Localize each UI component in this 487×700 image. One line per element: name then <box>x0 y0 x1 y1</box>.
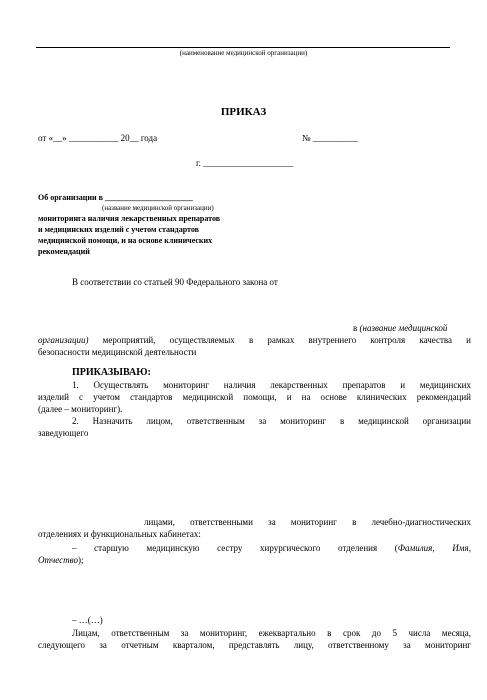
subject-line-1: Об организации в ______________________ <box>38 193 193 202</box>
order-number-field: № __________ <box>302 133 358 143</box>
org-name-line <box>36 47 450 48</box>
subject-line-5: рекомендаций <box>38 247 90 256</box>
org-reference-placeholder: (название медицинской <box>359 323 448 333</box>
org-reference-placeholder-2: организации) <box>38 335 89 345</box>
quarterly-line-1: Лицам, ответственным за мониторинг, ежеквартально в срок до 5 числа месяца, <box>72 628 471 638</box>
item-1-line-3: (далее – мониторинг). <box>38 404 123 414</box>
measures-line-2: безопасности медицинской деятельности <box>38 347 197 357</box>
item-2-line-1: 2. Назначить лицом, ответственным за мониторинг в медицинской организации <box>72 416 471 426</box>
order-date-field: от «__» ___________ 20__ года <box>38 133 158 143</box>
command-heading: ПРИКАЗЫВАЮ: <box>72 367 151 378</box>
nurse-patronymic-placeholder: Отчество <box>38 555 78 565</box>
responsible-line-2: отделениях и функциональных кабинетах: <box>38 529 201 539</box>
subject-line-4: медицинской помощи, и на основе клинических <box>38 236 213 245</box>
item-1-line-2: изделий с учетом стандартов медицинской помощи, и на основе клинических рекомендаций <box>38 392 471 402</box>
org-reference-prefix: в <box>353 323 358 333</box>
nurse-suffix: ); <box>77 555 84 565</box>
subject-line-3: и медицинских изделий с учетом стандартов <box>38 225 199 234</box>
nurse-names-placeholder: Фамилия, Имя, <box>397 543 471 553</box>
org-name-caption: (наименование медицинской организации) <box>179 49 308 57</box>
org-reference-line <box>353 323 471 334</box>
subject-line-2: мониторинга наличия лекарственных препаратов <box>38 214 221 223</box>
order-city-field: г. ____________________ <box>196 158 294 168</box>
subject-org-caption: (название медицинской организации) <box>102 204 214 212</box>
measures-text: мероприятий, осуществляемых в рамках внутреннего контроля качества и <box>102 335 471 345</box>
item-1-line-1: 1. Осуществлять мониторинг наличия лекарственных препаратов и медицинских <box>72 380 471 390</box>
item-2-line-2: заведующего <box>38 428 89 438</box>
nurse-line-2 <box>38 555 83 566</box>
quarterly-line-2: следующего за отчетным кварталом, представлять лицу, ответственному за мониторинг <box>38 640 471 650</box>
nurse-text: – старшую медицинскую сестру хирургического отделения ( <box>72 543 398 553</box>
nurse-line-1 <box>72 543 471 554</box>
document-title: ПРИКАЗ <box>220 106 267 118</box>
dash-etc-line: – …(…) <box>72 615 103 625</box>
responsible-line-1: лицами, ответственными за мониторинг в лечебно-диагностических <box>144 517 471 527</box>
measures-line <box>38 335 471 346</box>
intro-paragraph: В соответствии со статьей 90 Федерального закона от <box>72 277 278 287</box>
